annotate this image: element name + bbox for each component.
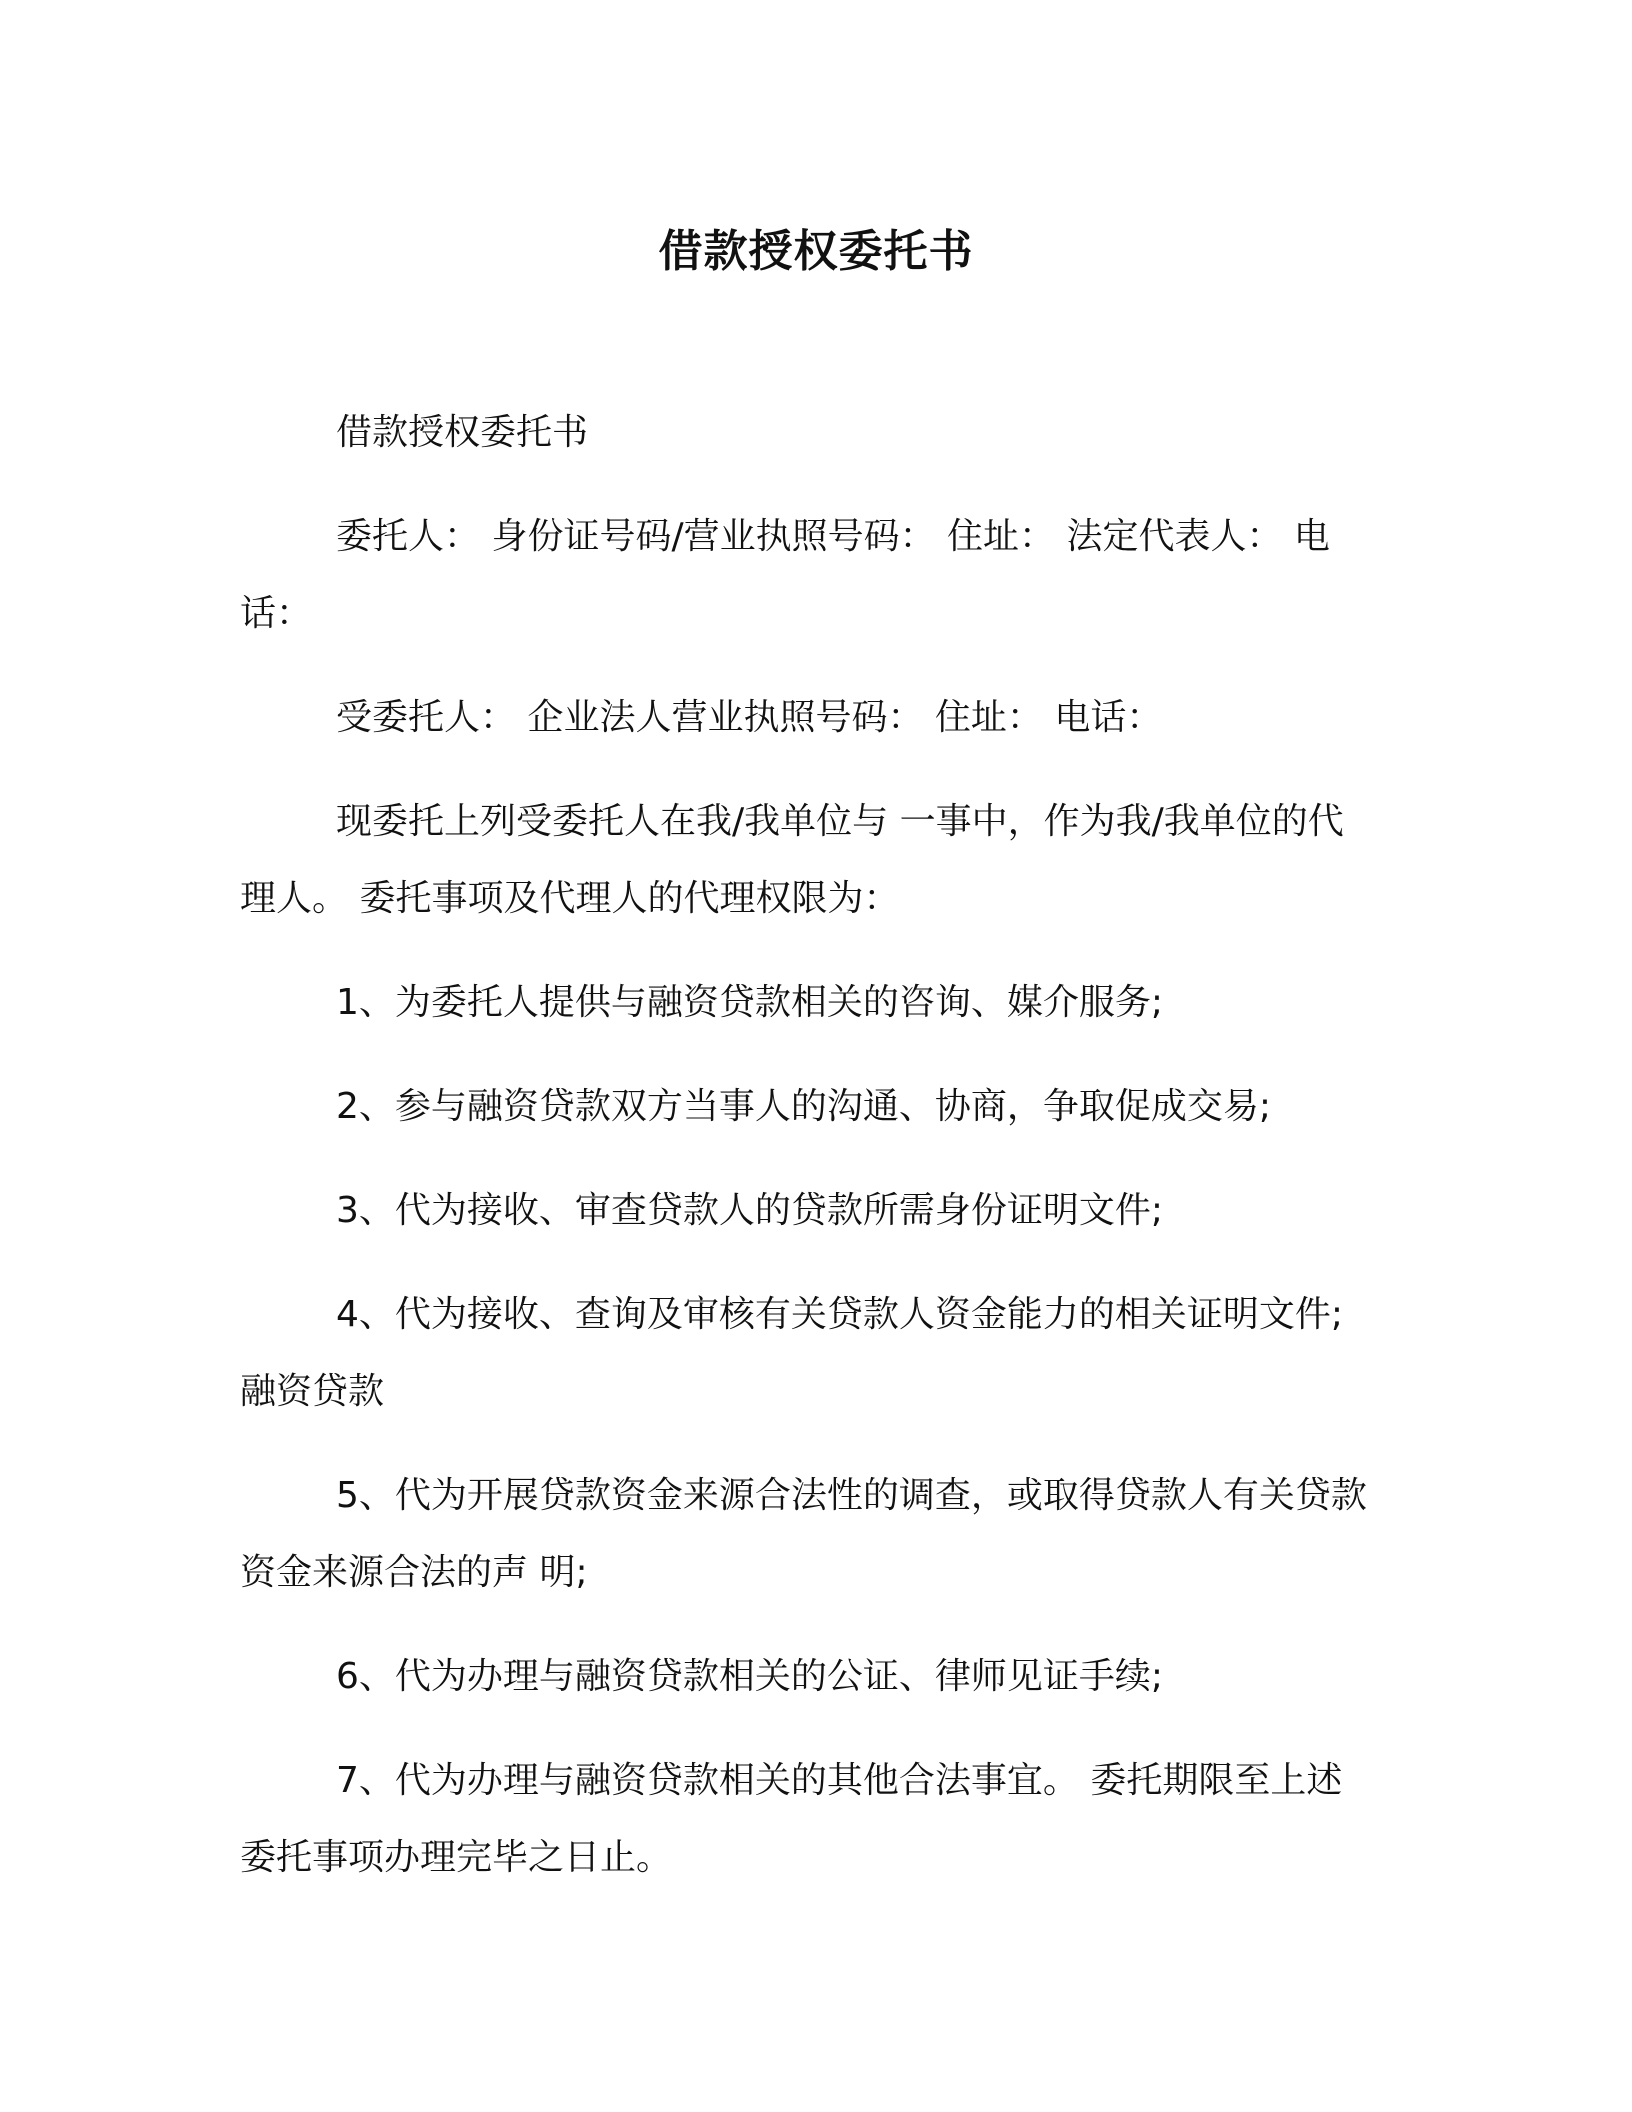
document-title: 借款授权委托书: [658, 226, 974, 277]
paragraph-authorization: 现委托上列受委托人在我/我单位与 一事中，作为我/我单位的代理人。 委托事项及代理人的代理权限为：: [240, 801, 1344, 919]
paragraph-item-4: 4、代为接收、查询及审核有关贷款人资金能力的相关证明文件; 融资贷款: [240, 1294, 1344, 1412]
paragraph-item-1: 1、为委托人提供与融资贷款相关的咨询、媒介服务;: [336, 982, 1164, 1023]
paragraph-item-2: 2、参与融资贷款双方当事人的沟通、协商，争取促成交易;: [336, 1086, 1272, 1127]
paragraph-principal: 委托人： 身份证号码/营业执照号码： 住址： 法定代表人： 电话：: [240, 516, 1330, 634]
paragraph-item-7: 7、代为办理与融资贷款相关的其他合法事宜。 委托期限至上述委托事项办理完毕之日止。: [240, 1760, 1343, 1878]
document-body: [240, 394, 1376, 1923]
paragraph-item-6: 6、代为办理与融资贷款相关的公证、律师见证手续;: [336, 1656, 1164, 1697]
paragraph-item-3: 3、代为接收、审查贷款人的贷款所需身份证明文件;: [336, 1190, 1164, 1231]
paragraph-item-5: 5、代为开展贷款资金来源合法性的调查，或取得贷款人有关贷款资金来源合法的声 明;: [240, 1475, 1367, 1593]
paragraph-heading: 借款授权委托书: [336, 412, 589, 453]
paragraph-agent: 受委托人： 企业法人营业执照号码： 住址： 电话：: [336, 697, 1163, 738]
